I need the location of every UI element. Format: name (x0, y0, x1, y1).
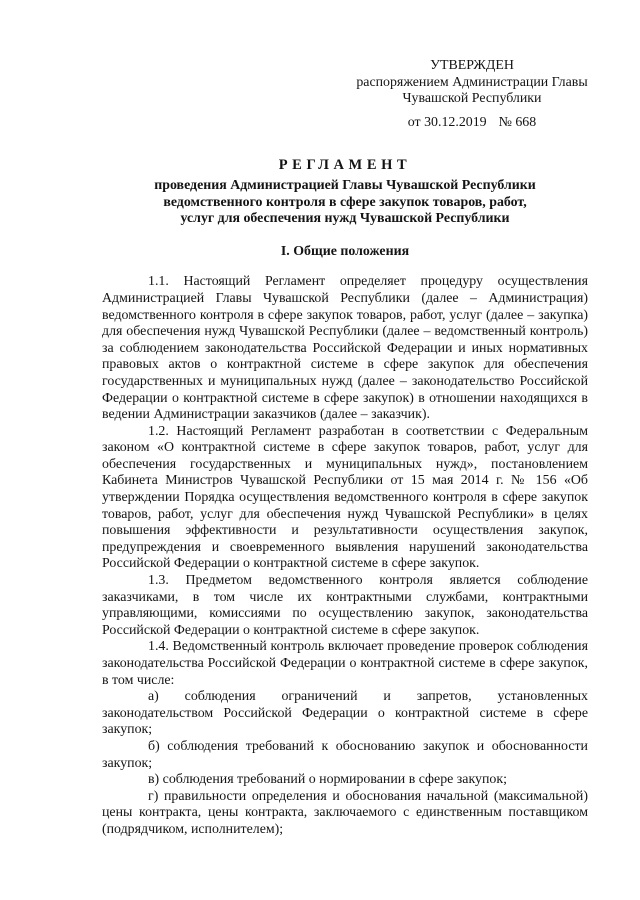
approval-date: от 30.12.2019 (407, 114, 487, 130)
subitem-b: б) соблюдения требований к обоснованию закупок и обоснованности закупок; (102, 738, 588, 771)
document-subtitle-line-1: проведения Администрацией Главы Чувашской Республики (154, 177, 536, 193)
subitem-a: а) соблюдения ограничений и запретов, установленных законодательством Российской Федерации о контрактной системе в сфере закупок; (102, 689, 588, 738)
section-heading: I. Общие положения (280, 243, 410, 259)
subitem-v: в) соблюдения требований о нормировании в сфере закупок; (148, 772, 507, 788)
approval-stamp (356, 58, 588, 131)
document-subtitle-line-2: ведомственного контроля в сфере закупок товаров, работ, (163, 194, 527, 210)
approval-status: УТВЕРЖДЕН (430, 58, 514, 73)
approval-line-1: распоряжением Администрации Главы (356, 74, 588, 90)
paragraph-1-1: 1.1. Настоящий Регламент определяет процедуру осуществления Администрацией Главы Чувашской Республики (далее – Администрация) ведомственного контроля в сфере закупок товаров, работ, услуг (далее – закупка) для обеспечения нужд Чувашской Республики (далее – ведомственный контроль) за соблюдением законодательства Российской Федерации и иных нормативных правовых актов о контрактной системе в сфере закупок для обеспечения государственных и муниципальных нужд (далее – законодательство Российской Федерации о контрактной системе в сфере закупок) в отношении находящихся в ведении Администрации заказчиков (далее – заказчик). (102, 274, 588, 423)
approval-number: № 668 (498, 114, 537, 130)
document-subtitle-line-3: услуг для обеспечения нужд Чувашской Республики (180, 211, 510, 227)
approval-date-line (356, 115, 588, 132)
paragraph-1-3: 1.3. Предметом ведомственного контроля является соблюдение заказчиками, в том числе их контрактными службами, контрактными управляющими, комиссиями по осуществлению закупок, законодательства Российской Федерации о контрактной системе в сфере закупок. (102, 573, 588, 638)
paragraph-1-4: 1.4. Ведомственный контроль включает проведение проверок соблюдения законодательства Российской Федерации о контрактной системе в сфере закупок, в том числе: (102, 639, 588, 688)
document-title: РЕГЛАМЕНТ (278, 157, 412, 174)
document-title-block (102, 157, 588, 227)
subitem-g: г) правильности определения и обоснования начальной (максимальной) цены контракта, цены контракта, заключаемого с единственным поставщиком (подрядчиком, исполнителем); (102, 788, 588, 837)
paragraph-1-2: 1.2. Настоящий Регламент разработан в соответствии с Федеральным законом «О контрактной системе в сфере закупок товаров, работ, услуг для обеспечения государственных и муниципальных нужд», постановлением Кабинета Министров Чувашской Республики от 15 мая 2014 г. № 156 «Об утверждении Порядка осуществления ведомственного контроля в сфере закупок товаров, работ, услуг для обеспечения нужд Чувашской Республики» в целях повышения эффективности и результативности осуществления закупок, предупреждения и своевременного выявления нарушений законодательства Российской Федерации о контрактной системе в сфере закупок. (102, 423, 588, 572)
approval-line-2: Чувашской Республики (402, 91, 542, 107)
